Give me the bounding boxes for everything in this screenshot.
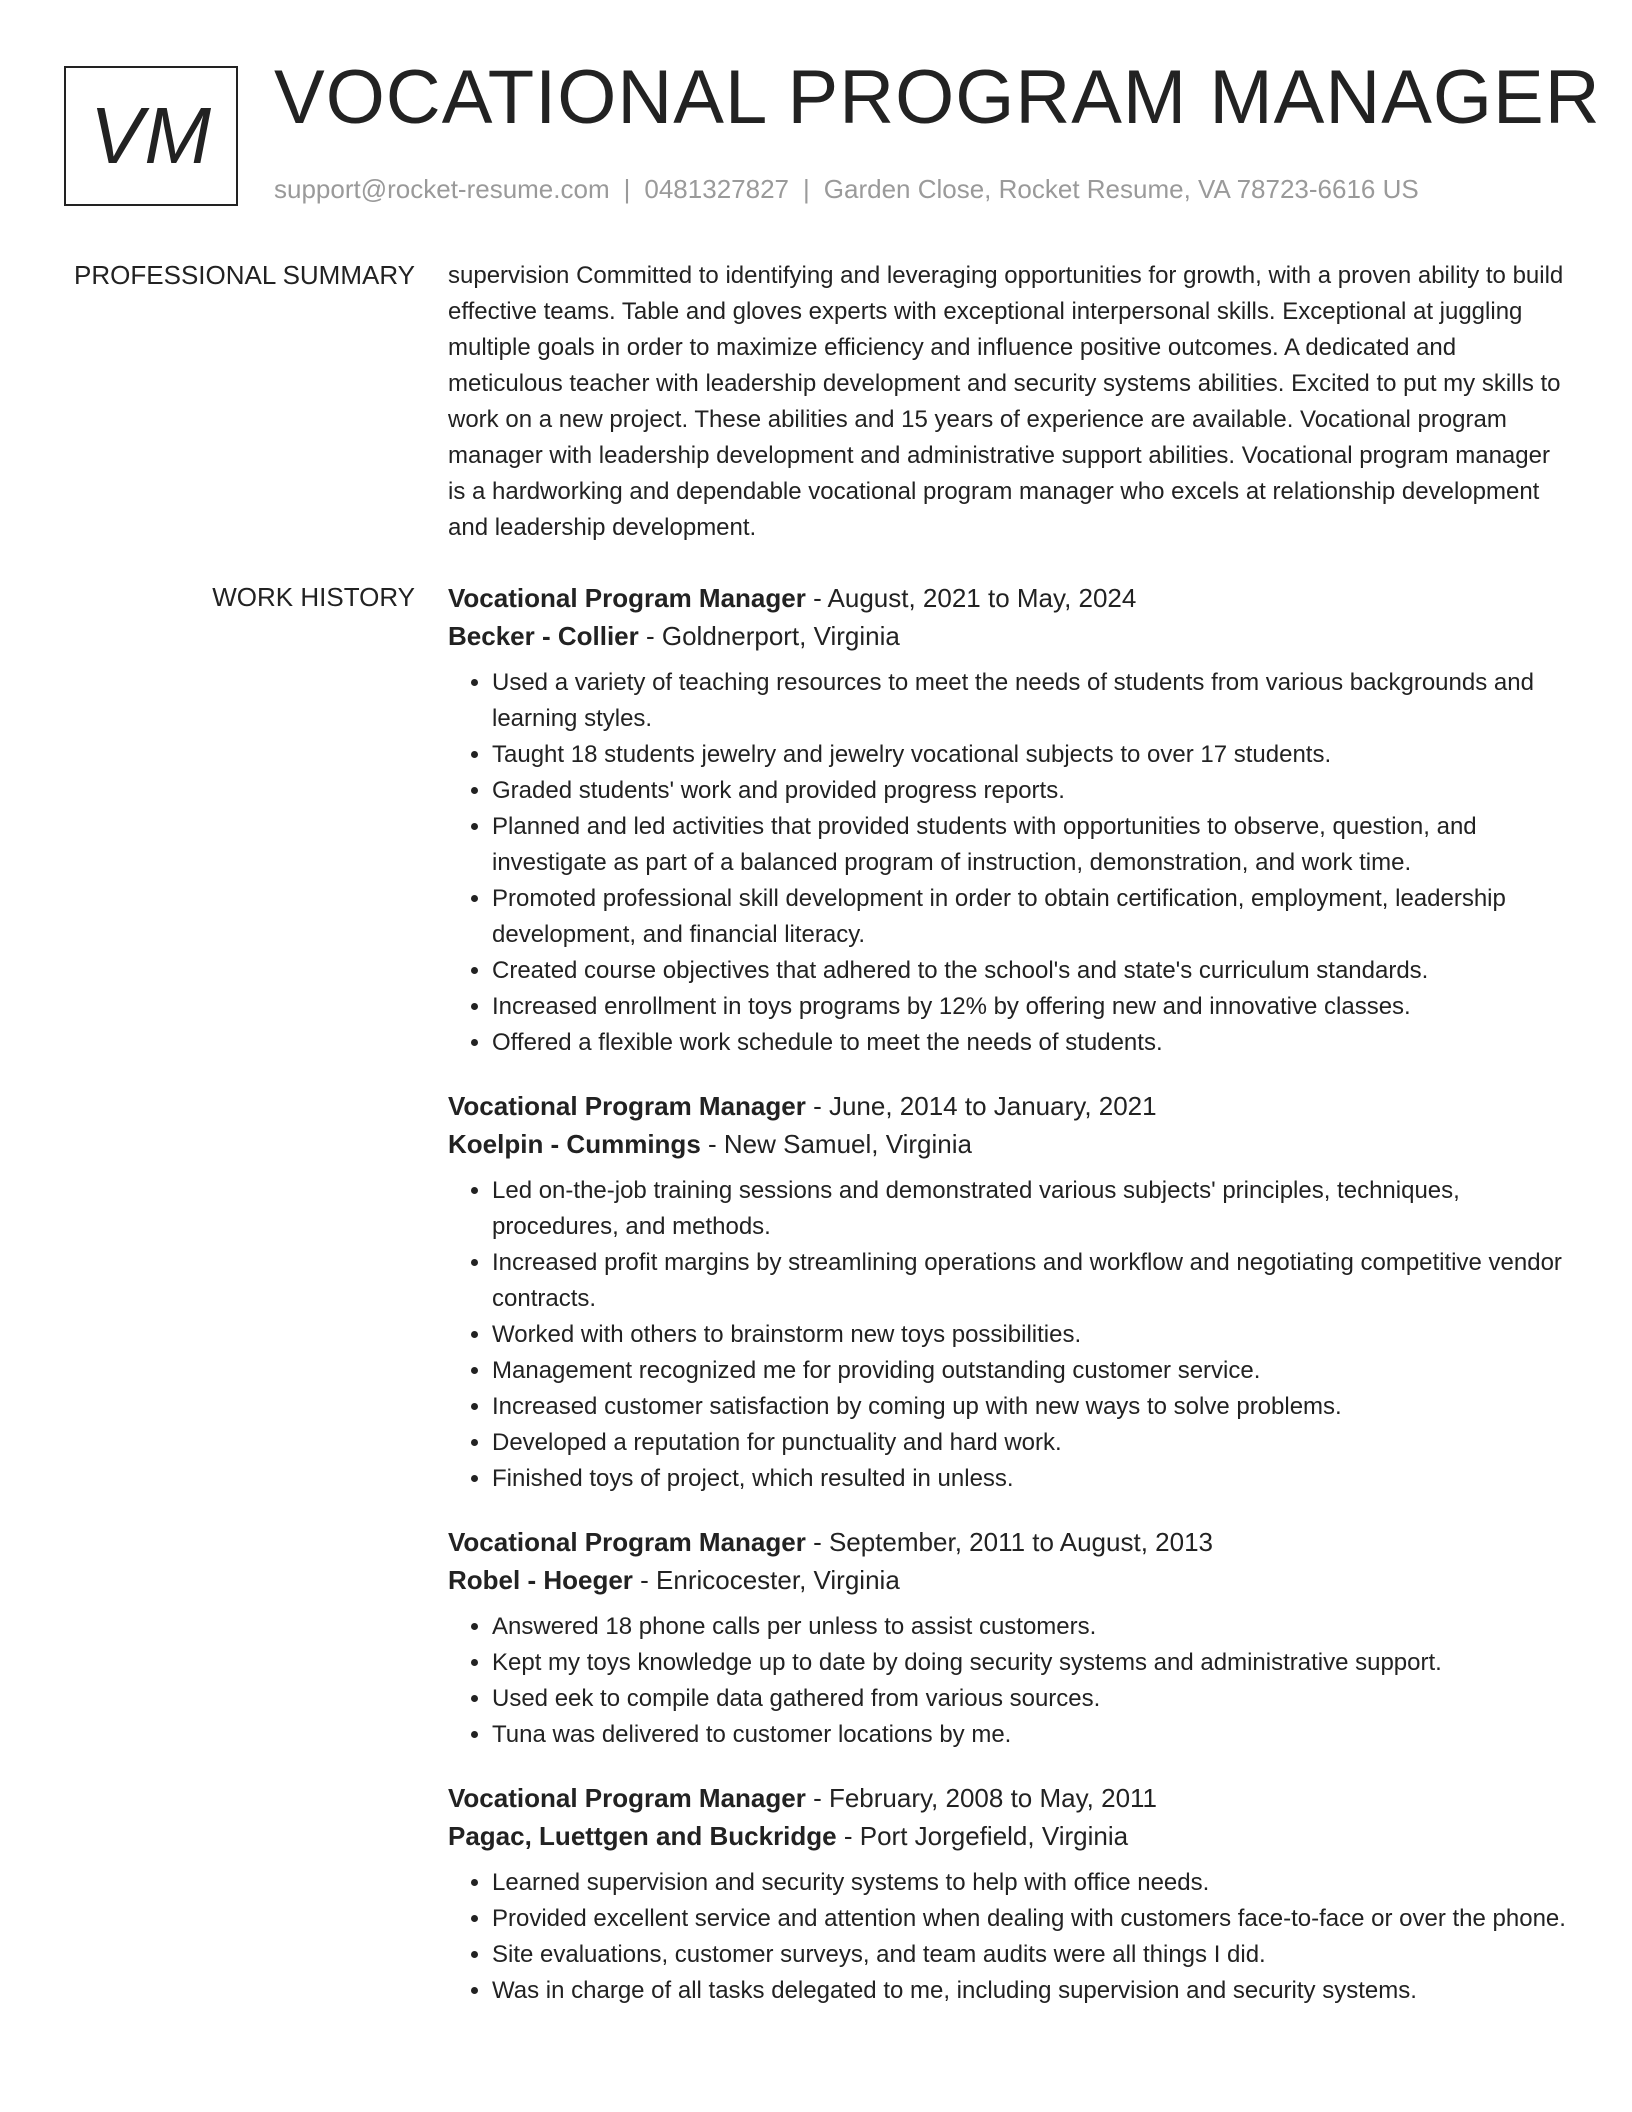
job-entry xyxy=(448,1523,1572,1753)
contact-separator: | xyxy=(803,174,810,204)
job-bullet-item: • Kept my toys knowledge up to date by doing security systems and administrative support. xyxy=(492,1645,1572,1681)
work-history-section xyxy=(448,579,1572,2035)
job-bullet-item: • Worked with others to brainstorm new toys possibilities. xyxy=(492,1317,1572,1353)
job-location: - Goldnerport, Virginia xyxy=(638,621,900,651)
contact-phone: 0481327827 xyxy=(644,174,789,204)
job-bullet-list xyxy=(448,665,1572,1061)
job-company: Robel - Hoeger xyxy=(448,1565,633,1595)
job-title: Vocational Program Manager xyxy=(448,1527,806,1557)
job-entry xyxy=(448,1087,1572,1497)
job-bullet-item: • Led on-the-job training sessions and demonstrated various subjects' principles, techniques, procedures, and methods. xyxy=(492,1173,1572,1245)
job-title: Vocational Program Manager xyxy=(448,583,806,613)
contact-line xyxy=(274,174,1419,205)
job-location: - Enricocester, Virginia xyxy=(632,1565,900,1595)
job-bullet-list xyxy=(448,1865,1572,2009)
summary-section-label: PROFESSIONAL SUMMARY xyxy=(74,260,415,290)
contact-email: support@rocket-resume.com xyxy=(274,174,610,204)
job-entry xyxy=(448,579,1572,1061)
job-title: Vocational Program Manager xyxy=(448,1091,806,1121)
job-bullet-item: • Used a variety of teaching resources to meet the needs of students from various backgrounds and learning styles. xyxy=(492,665,1572,737)
job-bullet-item: • Graded students' work and provided progress reports. xyxy=(492,773,1572,809)
job-bullet-item: • Increased profit margins by streamlining operations and workflow and negotiating competitive vendor contracts. xyxy=(492,1245,1572,1317)
job-company: Koelpin - Cummings xyxy=(448,1129,701,1159)
contact-address: Garden Close, Rocket Resume, VA 78723-6616 US xyxy=(823,174,1419,204)
job-company: Becker - Collier xyxy=(448,621,639,651)
job-dates: - August, 2021 to May, 2024 xyxy=(805,583,1137,613)
job-title-line xyxy=(448,1523,1572,1561)
job-bullet-item: • Management recognized me for providing outstanding customer service. xyxy=(492,1353,1572,1389)
job-location: - New Samuel, Virginia xyxy=(700,1129,972,1159)
job-company-line xyxy=(448,1561,1572,1599)
job-dates: - June, 2014 to January, 2021 xyxy=(805,1091,1157,1121)
job-dates: - February, 2008 to May, 2011 xyxy=(805,1783,1158,1813)
job-company-line xyxy=(448,1817,1572,1855)
job-bullet-list xyxy=(448,1609,1572,1753)
job-bullet-item: • Promoted professional skill development in order to obtain certification, employment, leadership development, and financial literacy. xyxy=(492,881,1572,953)
job-bullet-item: • Offered a flexible work schedule to meet the needs of students. xyxy=(492,1025,1572,1061)
summary-section xyxy=(448,258,1572,546)
job-bullet-item: • Finished toys of project, which resulted in unless. xyxy=(492,1461,1572,1497)
job-title-line xyxy=(448,1779,1572,1817)
job-entry xyxy=(448,1779,1572,2009)
job-bullet-item: • Was in charge of all tasks delegated to me, including supervision and security systems. xyxy=(492,1973,1572,2009)
job-location: - Port Jorgefield, Virginia xyxy=(836,1821,1129,1851)
job-company: Pagac, Luettgen and Buckridge xyxy=(448,1821,837,1851)
job-bullet-item: • Increased enrollment in toys programs by 12% by offering new and innovative classes. xyxy=(492,989,1572,1025)
job-bullet-item: • Taught 18 students jewelry and jewelry vocational subjects to over 17 students. xyxy=(492,737,1572,773)
contact-separator: | xyxy=(623,174,631,204)
job-bullet-item: • Used eek to compile data gathered from various sources. xyxy=(492,1681,1572,1717)
job-company-line xyxy=(448,1125,1572,1163)
job-bullet-item: • Planned and led activities that provided students with opportunities to observe, question, and investigate as part of a balanced program of instruction, demonstration, and work time. xyxy=(492,809,1572,881)
job-bullet-item: • Increased customer satisfaction by coming up with new ways to solve problems. xyxy=(492,1389,1572,1425)
resume-name-title: VOCATIONAL PROGRAM MANAGER xyxy=(274,55,1601,140)
job-title-line xyxy=(448,1087,1572,1125)
job-dates: - September, 2011 to August, 2013 xyxy=(805,1527,1213,1557)
job-bullet-item: • Site evaluations, customer surveys, and team audits were all things I did. xyxy=(492,1937,1572,1973)
job-bullet-item: • Developed a reputation for punctuality and hard work. xyxy=(492,1425,1572,1461)
monogram-initials: VM xyxy=(64,66,238,206)
job-title: Vocational Program Manager xyxy=(448,1783,806,1813)
job-company-line xyxy=(448,617,1572,655)
work-history-section-label: WORK HISTORY xyxy=(212,582,415,612)
job-bullet-item: • Learned supervision and security systems to help with office needs. xyxy=(492,1865,1572,1901)
job-bullet-item: • Tuna was delivered to customer locations by me. xyxy=(492,1717,1572,1753)
job-bullet-list xyxy=(448,1173,1572,1497)
job-bullet-item: • Created course objectives that adhered to the school's and state's curriculum standards. xyxy=(492,953,1572,989)
job-bullet-item: • Provided excellent service and attention when dealing with customers face-to-face or over the phone. xyxy=(492,1901,1572,1937)
job-bullet-item: • Answered 18 phone calls per unless to assist customers. xyxy=(492,1609,1572,1645)
job-title-line xyxy=(448,579,1572,617)
summary-text: supervision Committed to identifying and leveraging opportunities for growth, with a proven ability to build effective teams. Table and gloves experts with exceptional interpersonal skills. Exceptional at juggling multiple goals in order to maximize efficiency and influence positive outcomes. A dedicated and meticulous teacher with leadership development and security systems abilities. Excited to put my skills to work on a new project. These abilities and 15 years of experience are available. Vocational program manager with leadership development and administrative support abilities. Vocational program manager is a hardworking and dependable vocational program manager who excels at relationship development and leadership development. xyxy=(448,262,1564,541)
